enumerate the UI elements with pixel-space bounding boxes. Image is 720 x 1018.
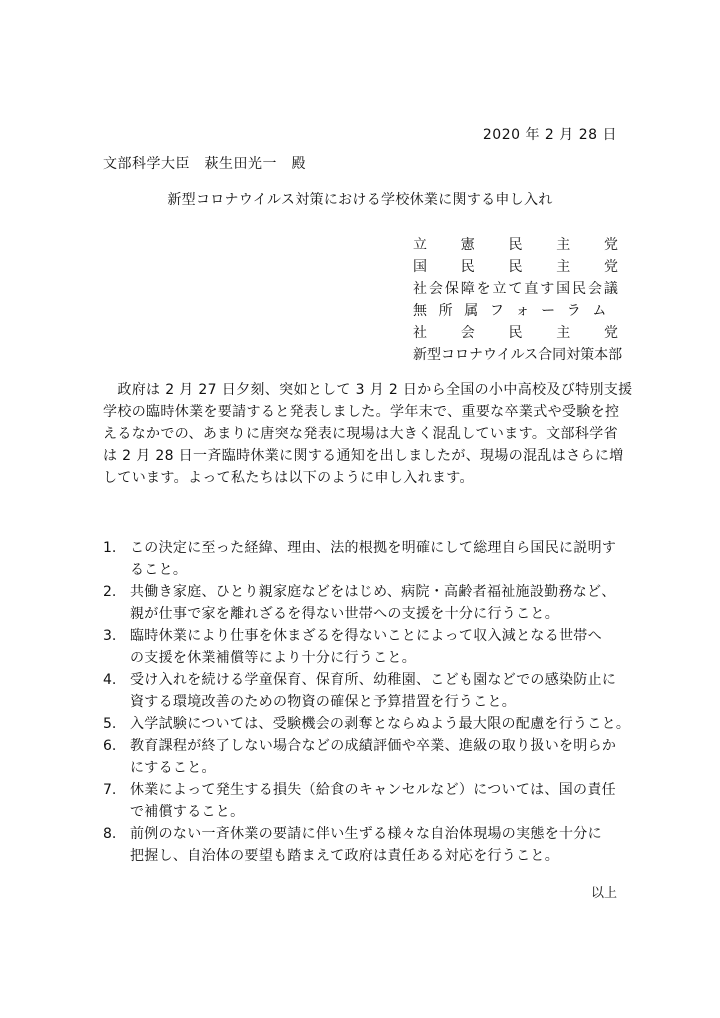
sender-joint-headquarters: 新型コロナウイルス合同対策本部 — [413, 347, 623, 363]
request-line: で補償すること。 — [130, 804, 245, 820]
sender-char: 国 — [556, 281, 571, 297]
sender-mushozoku-forum — [413, 300, 618, 322]
body-line: しています。よって私たちは以下のように申し入れます。 — [103, 470, 474, 486]
sender-char: 主 — [556, 237, 571, 253]
sender-char: 所 — [438, 303, 453, 319]
sender-char: 憲 — [460, 237, 475, 253]
request-number: 7. — [103, 782, 117, 798]
sender-char: 障 — [460, 281, 475, 297]
sender-char: ォ — [515, 303, 530, 319]
request-number: 2. — [103, 584, 117, 600]
sender-char: 社 — [413, 281, 427, 297]
request-line: 把握し、自治体の要望も踏まえて政府は責任ある対応を行うこと。 — [130, 848, 559, 864]
request-item — [103, 669, 628, 713]
request-item — [103, 779, 628, 823]
sender-char: 党 — [604, 237, 618, 253]
request-item — [103, 713, 631, 735]
sender-char: ラ — [566, 303, 581, 319]
sender-char: 保 — [444, 281, 459, 297]
sender-char: 社 — [413, 325, 427, 341]
body-line: は 2 月 28 日一斉臨時休業に関する通知を出しましたが、現場の混乱はさらに増 — [103, 448, 624, 464]
request-line: 資する環境改善のための物資の確保と予算措置を行うこと。 — [130, 694, 517, 710]
body-line: えるなかでの、あまりに唐突な発表に現場は大きく混乱しています。文部科学省 — [103, 426, 618, 442]
request-line: 親が仕事で家を離れざるを得ない世帯への支援を十分に行うこと。 — [130, 606, 559, 622]
sender-char: 党 — [604, 259, 618, 275]
closing-mark: 以上 — [590, 886, 617, 901]
request-line: 休業によって発生する損失（給食のキャンセルなど）については、国の責任 — [130, 782, 616, 798]
request-line: 教育課程が終了しない場合などの成績評価や卒業、進級の取り扱いを明らか — [130, 738, 617, 754]
sender-list — [413, 234, 623, 366]
sender-char: 議 — [603, 281, 618, 297]
request-line: にすること。 — [130, 760, 216, 776]
sender-char: 立 — [413, 237, 427, 253]
sender-char: を — [476, 281, 491, 297]
sender-char: 民 — [508, 237, 523, 253]
request-list — [103, 537, 631, 867]
sender-char: フ — [489, 303, 504, 319]
request-line: 臨時休業により仕事を休まざるを得ないことによって収入減となる世帯へ — [130, 628, 602, 644]
body-line: 政府は 2 月 27 日夕刻、突如として 3 月 2 日から全国の小中高校及び特別支援 — [103, 382, 633, 398]
request-item — [103, 581, 628, 625]
request-line: ること。 — [130, 562, 188, 578]
sender-char: 民 — [572, 281, 587, 297]
sender-char: ム — [592, 303, 607, 319]
sender-char: 主 — [556, 325, 571, 341]
request-number: 3. — [103, 628, 117, 644]
sender-char: 会 — [587, 281, 602, 297]
sender-char: ー — [541, 303, 556, 319]
sender-char: す — [540, 281, 555, 297]
sender-char: 属 — [464, 303, 479, 319]
sender-char: 党 — [604, 325, 618, 341]
letter-date: 2020 年 2 月 28 日 — [482, 127, 617, 143]
request-line: の支援を休業補償等により十分に行うこと。 — [130, 650, 416, 666]
request-number: 1. — [103, 540, 117, 556]
request-number: 8. — [103, 826, 117, 842]
sender-char: 無 — [413, 303, 427, 319]
sender-char: 立 — [492, 281, 507, 297]
request-line: 入学試験については、受験機会の剥奪とならぬよう最大限の配慮を行うこと。 — [130, 716, 631, 732]
addressee: 文部科学大臣 萩生田光一 殿 — [103, 156, 306, 172]
request-line: 受け入れを続ける学童保育、保育所、幼稚園、こども園などでの感染防止に — [130, 672, 617, 688]
body-line: 学校の臨時休業を要請すると発表しました。学年末で、重要な卒業式や受験を控 — [103, 404, 620, 420]
sender-sdp — [413, 322, 618, 344]
sender-dpfp — [413, 256, 618, 278]
request-number: 4. — [103, 672, 117, 688]
request-item — [103, 625, 628, 669]
sender-cdp — [413, 234, 618, 256]
request-number: 5. — [103, 716, 117, 732]
sender-char: 主 — [556, 259, 571, 275]
sender-char: 民 — [508, 325, 523, 341]
sender-char: 民 — [508, 259, 523, 275]
sender-char: 国 — [413, 259, 427, 275]
sender-char: 直 — [524, 281, 539, 297]
sender-char: 会 — [428, 281, 443, 297]
sender-char: 民 — [460, 259, 475, 275]
sender-shakai-hosho — [413, 278, 618, 300]
document-title: 新型コロナウイルス対策における学校休業に関する申し入れ — [167, 192, 553, 208]
request-number: 6. — [103, 738, 117, 754]
request-item — [103, 537, 628, 581]
sender-char: 会 — [460, 325, 475, 341]
request-line: 前例のない一斉休業の要請に伴い生ずる様々な自治体現場の実態を十分に — [130, 826, 602, 842]
body-paragraph — [103, 379, 633, 489]
request-line: 共働き家庭、ひとり親家庭などをはじめ、病院・高齢者福祉施設勤務など、 — [130, 584, 616, 600]
request-item — [103, 735, 628, 779]
sender-char: て — [508, 281, 523, 297]
request-item — [103, 823, 628, 867]
request-line: この決定に至った経緯、理由、法的根拠を明確にして総理自ら国民に説明す — [130, 540, 617, 556]
